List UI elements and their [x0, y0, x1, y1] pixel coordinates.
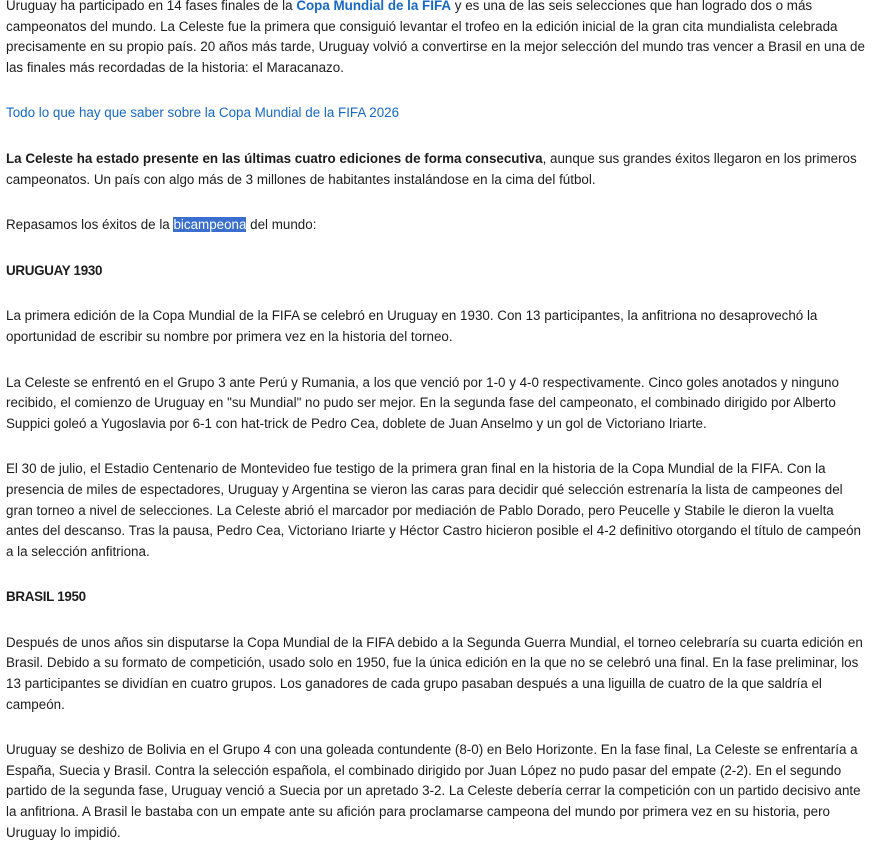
uruguay-1930-paragraph-3: El 30 de julio, el Estadio Centenario de Montevideo fue testigo de la primera gran final en la historia de la Copa Mundial de la FIFA. Con la presencia de miles de espectadores, Uruguay y Argentina se vieron las caras para decidir qué selección estrenaría la lista de campeones del gran torneo a nivel de selecciones. La Celeste abrió el marcador por mediación de Pablo Dorado, pero Peucelle y Stabile le dieron la vuelta antes del descanso. Tras la pausa, Pedro Cea, Victoriano Iriarte y Héctor Castro hicieron posible el 4-2 definitivo otorgando el título de campeón a la selección anfitriona.	[6, 461, 862, 559]
related-article-link[interactable]: Todo lo que hay que saber sobre la Copa Mundial de la FIFA 2026	[6, 105, 400, 121]
brasil-1950-paragraph-2: Uruguay se deshizo de Bolivia en el Grupo 4 con una goleada contundente (8-0) en Belo Horizonte. En la fase final, La Celeste se enfrentaría a España, Suecia y Brasil. Contra la selección española, el combinado dirigido por Juan López no pudo pasar del empate (2-2). En el segundo partido de la segunda fase, Uruguay venció a Suecia por un apretado 3-2. La Celeste debería cerrar la competición con un partido decisivo ante la anfitriona. A Brasil le bastaba con un empate ante su afición para proclamarse campeona del mundo por primera vez en su historia, pero Uruguay lo impidió.	[6, 742, 861, 840]
uruguay-1930-paragraph-2: La Celeste se enfrentó en el Grupo 3 ante Perú y Rumania, a los que venció por 1-0 y 4-0 respectivamente. Cinco goles anotados y ninguno recibido, el comienzo de Uruguay en "su Mundial" no pudo ser mejor. En la segunda fase del campeonato, el combinado dirigido por Alberto Suppici goleó a Yugoslavia por 6-1 con hat-trick de Pedro Cea, doblete de Juan Anselmo y un gol de Victoriano Iriarte.	[6, 374, 839, 431]
presence-text: , aunque sus grandes éxitos llegaron en los primeros campeonatos. Un país con algo más de 3 millones de habitantes instalándose en la cima del fútbol.	[6, 150, 857, 187]
section-heading-brasil-1950: BRASIL 1950	[6, 589, 86, 605]
uruguay-1930-paragraph-1: La primera edición de la Copa Mundial de la FIFA se celebró en Uruguay en 1930. Con 13 participantes, la anfitriona no desaprovechó la oportunidad de escribir su nombre por primera vez en la historia del torneo.	[6, 308, 818, 344]
selected-text-highlight[interactable]: bicampeona	[173, 217, 247, 233]
review-text-end: del mundo:	[246, 217, 317, 233]
related-article-paragraph	[6, 103, 866, 124]
copa-mundial-link[interactable]: Copa Mundial de la FIFA	[296, 0, 452, 13]
section-heading-uruguay-1930: URUGUAY 1930	[6, 262, 103, 278]
review-paragraph	[6, 215, 866, 236]
presence-paragraph	[6, 149, 866, 190]
intro-text-start: Uruguay ha participado en 14 fases finales de la	[6, 0, 297, 13]
brasil-1950-paragraph-1: Después de unos años sin disputarse la Copa Mundial de la FIFA debido a la Segunda Guerra Mundial, el torneo celebraría su cuarta edición en Brasil. Debido a su formato de competición, usado solo en 1950, fue la única edición en la que no se celebró una final. En la fase preliminar, los 13 participantes se dividían en cuatro grupos. Los ganadores de cada grupo pasaban después a una liguilla de cuatro de la que saldría el campeón.	[6, 634, 863, 712]
review-text-start: Repasamos los éxitos de la	[6, 217, 174, 233]
presence-bold-text: La Celeste ha estado presente en las últimas cuatro ediciones de forma consecutiva	[6, 150, 543, 166]
intro-text-end: y es una de las seis selecciones que han logrado dos o más campeonatos del mundo. La Celeste fue la primera que consiguió levantar el trofeo en la edición inicial de la gran cita mundialista celebrada precisamente en su propio país. 20 años más tarde, Uruguay volvió a convertirse en la mejor selección del mundo tras vencer a Brasil en una de las finales más recordadas de la historia: el Maracanazo.	[6, 0, 865, 75]
intro-paragraph	[6, 0, 866, 78]
